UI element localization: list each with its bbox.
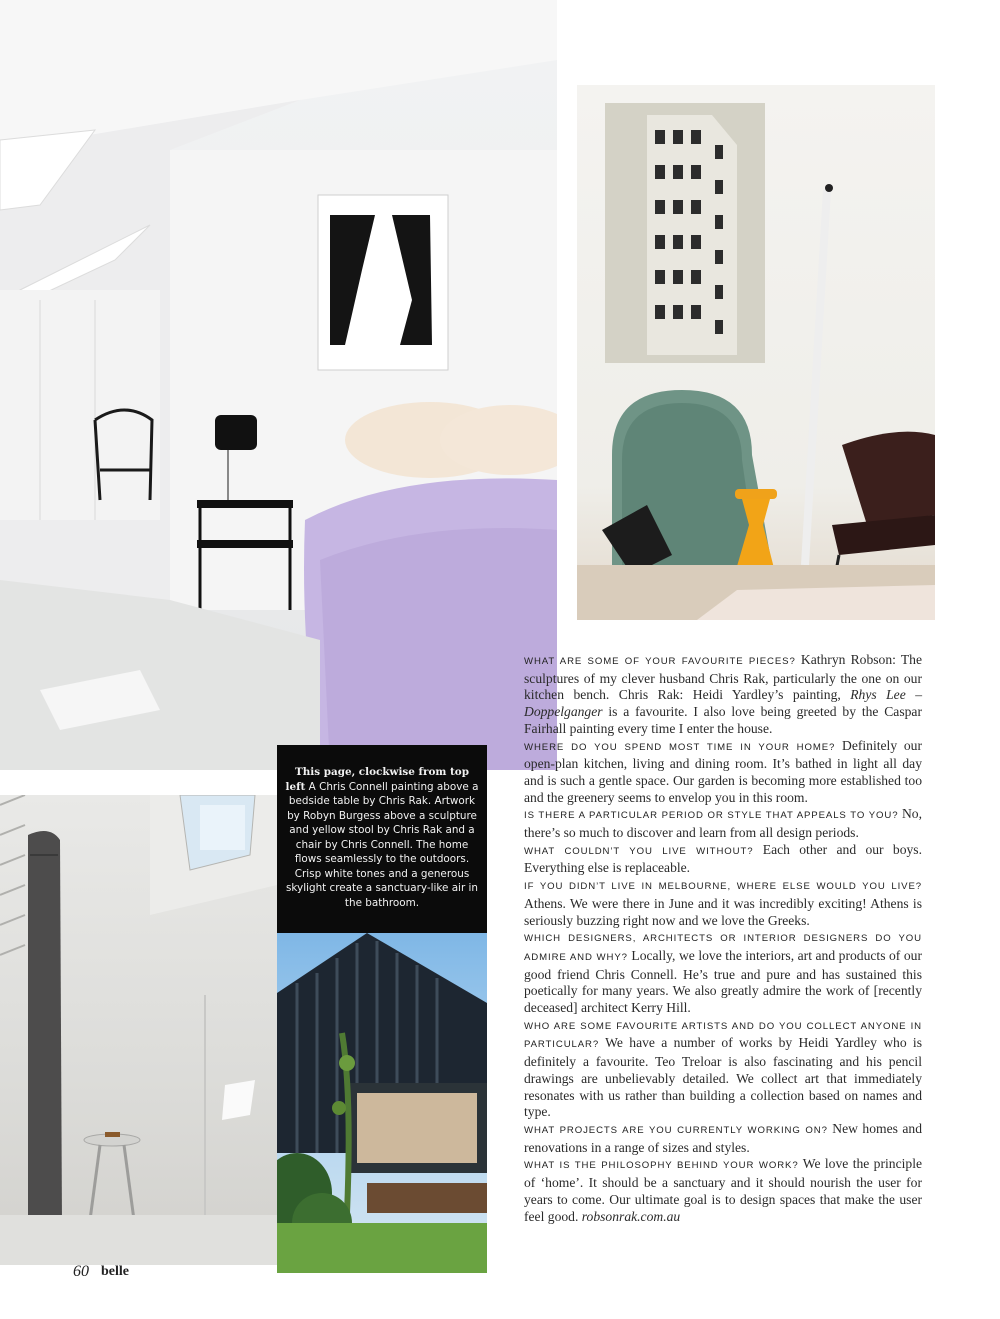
interview-text (524, 652, 922, 1225)
question: WHERE DO YOU SPEND MOST TIME IN YOUR HOME? (524, 741, 836, 753)
magazine-brand: belle (101, 1264, 129, 1279)
question: IF YOU DIDN’T LIVE IN MELBOURNE, WHERE ELSE WOULD YOU LIVE? (524, 881, 922, 893)
question: WHAT IS THE PHILOSOPHY BEHIND YOUR WORK? (524, 1160, 799, 1172)
answer: Locally, we love the interiors, art and products of our good friend Chris Connell. He’s true and pure and has sustained this poetically for many years. We also greatly admire the work of [recently deceased] architect Kerry Hill. (524, 947, 922, 1016)
question: WHICH DESIGNERS, ARCHITECTS OR INTERIOR DESIGNERS DO YOU ADMIRE AND WHY? (524, 933, 922, 963)
interview-item (524, 929, 922, 1017)
answer: New homes and renovations in a range of sizes and styles. (524, 1120, 922, 1155)
interview-item (524, 877, 922, 929)
interview-item (524, 842, 922, 877)
photo-caption (277, 745, 487, 933)
interview-item (524, 1156, 922, 1225)
interview-item (524, 1017, 922, 1121)
answer: No, there’s so much to discover and learn from all design periods. (524, 806, 922, 841)
question: WHO ARE SOME FAVOURITE ARTISTS AND DO YOU COLLECT ANYONE IN PARTICULAR? (524, 1020, 922, 1051)
answer: Each other and our boys. Everything else is replaceable. (524, 841, 922, 876)
caption-text: A Chris Connell painting above a bedside table by Chris Rak. Artwork by Robyn Burgess above a sculpture and yellow stool by Chris Rak and a chair by Chris Connell. The home flows seamlessly to the outdoors. Crisp white tones and a generous skylight create a sanctuary-like air in the bathroom. (285, 780, 479, 909)
fireplace-illustration (577, 85, 935, 620)
interview-item (524, 652, 922, 738)
answer-emphasis: Rhys Lee – Doppelganger (524, 687, 922, 720)
photo-bathroom (0, 795, 277, 1265)
photo-bedroom (0, 0, 557, 770)
interview-item (524, 1121, 922, 1156)
photo-house-exterior (277, 933, 487, 1273)
interview-item (524, 738, 922, 807)
question: WHAT COULDN’T YOU LIVE WITHOUT? (524, 845, 754, 857)
answer: is a favourite. I also love being greeted by the Caspar Fairhall painting every time I enter the house. (524, 704, 922, 736)
exterior-illustration (277, 933, 487, 1273)
caption-lead: This page, clockwise from top left (285, 766, 469, 793)
website-link[interactable]: robsonrak.com.au (581, 1208, 681, 1224)
question: WHAT PROJECTS ARE YOU CURRENTLY WORKING ON? (524, 1124, 828, 1136)
bathroom-illustration (0, 795, 277, 1265)
question: IS THERE A PARTICULAR PERIOD OR STYLE THAT APPEALS TO YOU? (524, 810, 899, 822)
answer: Definitely our open-plan kitchen, living and dining room. It’s bathed in light all day and is such a gentle space. Our garden is becoming more established too and the greenery seems to envelop you in this room. (524, 737, 923, 805)
answer: We have a number of works by Heidi Yardley who is definitely a favourite. Teo Treloar is also fascinating and his pencil drawings are unbelievably detailed. We collect art that immediately resonates with us rather than building a collection based on names and type. (524, 1035, 922, 1120)
bedroom-illustration (0, 0, 557, 770)
page-number: 60 (73, 1263, 89, 1280)
answer: Athens. We were there in June and it was incredibly exciting! Athens is seriously buzzing right now and we love the Greeks. (524, 895, 922, 928)
photo-fireplace-corner (577, 85, 935, 620)
answer: Kathryn Robson: The sculptures of my clever husband Chris Rak, particularly the one on our kitchen bench. Chris Rak: Heidi Yardley’s painting, (524, 652, 923, 703)
interview-item (524, 806, 922, 841)
answer: We love the principle of ‘home’. It should be a sanctuary and it should nourish the user for years to come. Our ultimate goal is to design spaces that make the user feel good. (524, 1156, 923, 1224)
question: WHAT ARE SOME OF YOUR FAVOURITE PIECES? (524, 656, 796, 667)
